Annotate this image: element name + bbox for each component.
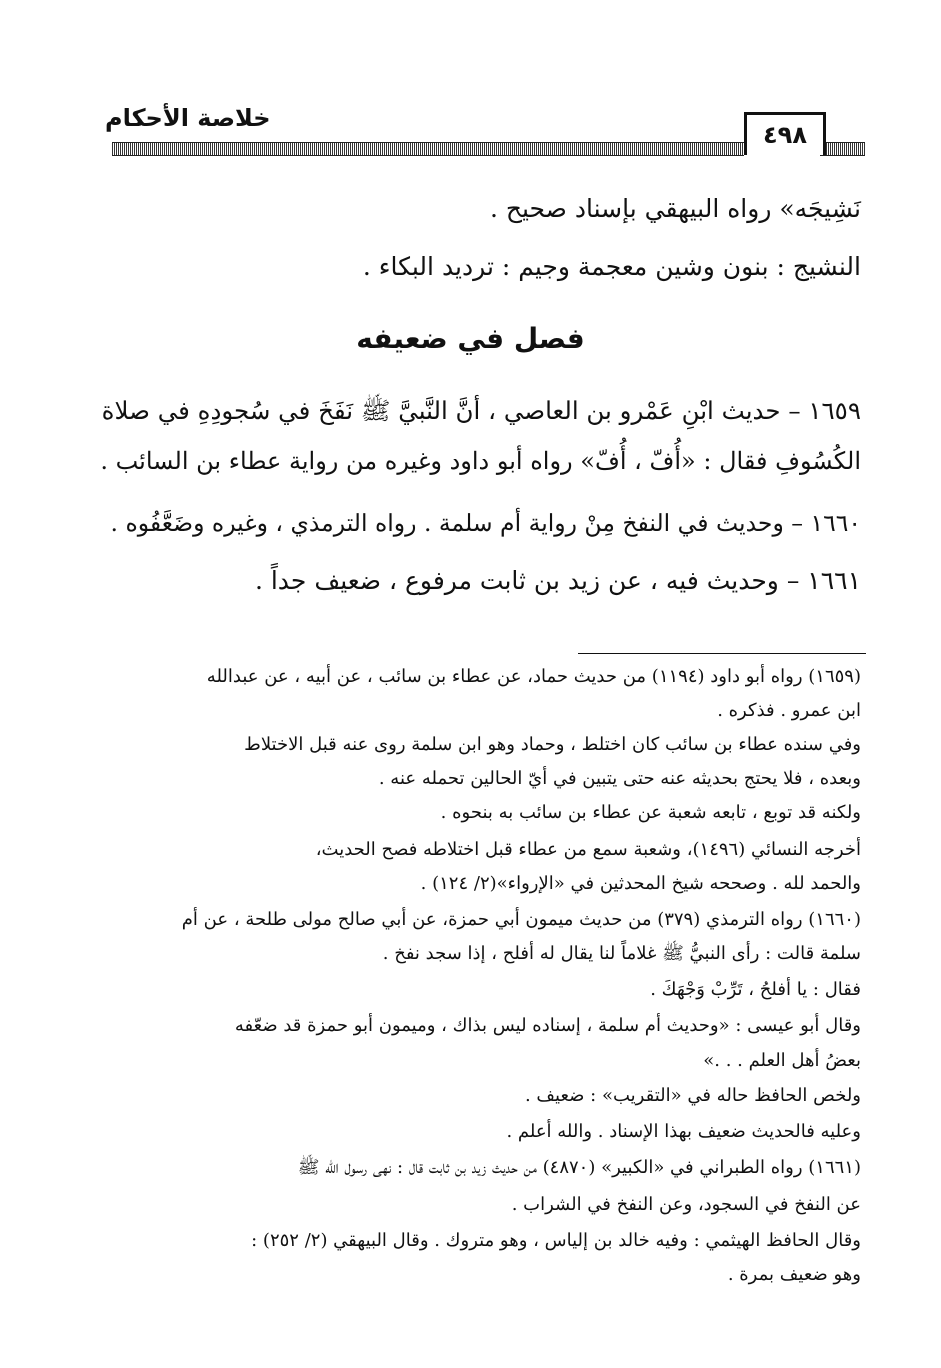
footnote-line: ولخص الحافظ حاله في «التقريب» : ضعيف . <box>524 1085 861 1106</box>
footnote-line: وهو ضعيف بمرة . <box>727 1264 861 1285</box>
footnote-line: عن النفخ في السجود، وعن النفخ في الشراب . <box>511 1194 861 1215</box>
footnote-line: سلمة قالت : رأى النبيُّ ﷺ غلاماً لنا يقال له أفلح ، إذا سجد نفخ . <box>382 943 861 964</box>
footnote-line: (١٦٥٩) رواه أبو داود (١١٩٤) من حديث حماد، عن عطاء بن سائب ، عن أبيه ، عن عبدالله <box>206 666 861 687</box>
footnote-line: ولكنه قد توبع ، تابعه شعبة عن عطاء بن سائب به بنحوه . <box>440 802 861 823</box>
footnote-line: وعليه فالحديث ضعيف بهذا الإسناد . والله أعلم . <box>506 1121 861 1142</box>
book-title: خلاصة الأحكام <box>105 104 271 132</box>
footnote-line: (١٦٦٠) رواه الترمذي (٣٧٩) من حديث ميمون أبي حمزة، عن أبي صالح مولى طلحة ، عن أم <box>181 909 861 930</box>
hadith-entry-line: الكُسُوفِ فقال : «أُفّ ، أُفّ» رواه أبو داود وغيره من رواية عطاء بن السائب . <box>100 447 861 475</box>
footnote-line: بعضُ أهل العلم . . .» <box>703 1050 861 1071</box>
hadith-entry-line: ١٦٦١ – وحديث فيه ، عن زيد بن ثابت مرفوع ، ضعيف جداً . <box>254 566 861 595</box>
footnote-line: (١٦٦١) رواه الطبراني في «الكبير» (٤٨٧٠) من حديث زيد بن ثابت قال : نهى رسول الله ﷺ <box>297 1157 861 1178</box>
header-rule-right <box>820 142 865 156</box>
footnote-line: وفي سنده عطاء بن سائب كان اختلط ، وحماد وهو ابن سلمة روى عنه قبل الاختلاط <box>244 734 861 755</box>
footnote-line: ابن عمرو . فذكره . <box>717 700 861 721</box>
body-line: النشيج : بنون وشين معجمة وجيم : ترديد البكاء . <box>362 252 861 281</box>
section-heading: فصل في ضعيفه <box>356 322 585 355</box>
footnote-line: وبعده ، فلا يحتج بحديثه عنه حتى يتبين في أيّ الحالين تحمله عنه . <box>378 768 861 789</box>
body-line: نَشِيجَه» رواه البيهقي بإسناد صحيح . <box>489 194 861 223</box>
footnote-line: وقال أبو عيسى : «وحديث أم سلمة ، إسناده ليس بذاك ، وميمون أبو حمزة قد ضعّفه <box>234 1015 861 1036</box>
footnote-line: أخرجه النسائي (١٤٩٦)، وشعبة سمع من عطاء قبل اختلاطه فصح الحديث، <box>315 839 861 860</box>
hadith-entry-line: ١٦٦٠ – وحديث في النفخ مِنْ رواية أم سلمة . رواه الترمذي ، وغيره وضَعَّفُوه . <box>110 509 861 537</box>
footnote-line: فقال : يا أفلحُ ، تَرِّبْ وَجْهَكَ . <box>650 979 861 1000</box>
footnote-line: وقال الحافظ الهيثمي : وفيه خالد بن إلياس ، وهو متروك . وقال البيهقي (٢/ ٢٥٢) : <box>251 1230 861 1251</box>
header-rule-left <box>112 142 744 156</box>
page-number: ٤٩٨ <box>744 112 826 155</box>
hadith-entry-line: ١٦٥٩ – حديث ابْنِ عَمْرو بن العاصي ، أنَّ النَّبيَّ ﷺ نَفَخَ في سُجودِهِ في صلاة <box>101 396 861 425</box>
footnote-line: والحمد لله . وصححه شيخ المحدثين في «الإرواء»(٢/ ١٢٤) . <box>420 873 861 894</box>
footnote-separator <box>578 653 866 654</box>
